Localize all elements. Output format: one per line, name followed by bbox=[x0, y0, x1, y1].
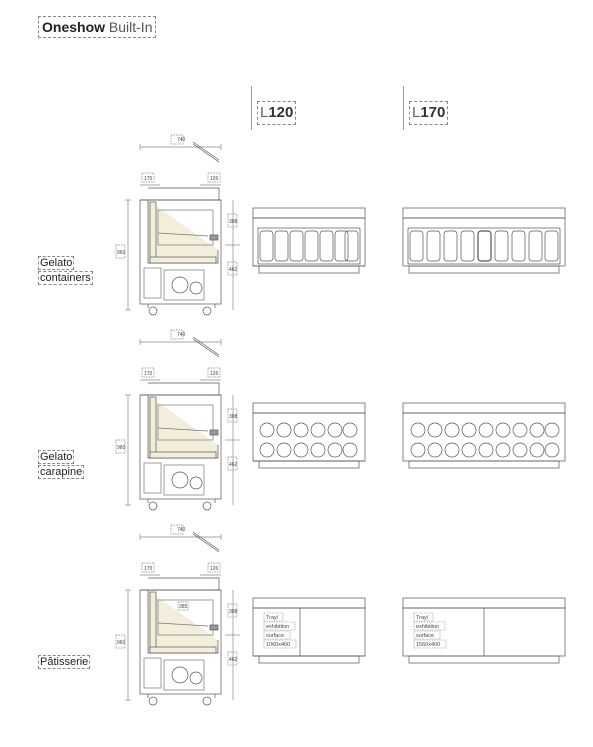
svg-text:Tray/: Tray/ bbox=[416, 615, 429, 621]
dim-left: 170 bbox=[144, 371, 153, 377]
row-label-gelato-containers: Gelato containers bbox=[40, 257, 91, 284]
side-view-patisserie bbox=[116, 525, 240, 705]
front-view-l120-carapine bbox=[253, 403, 365, 468]
svg-text:1060x400: 1060x400 bbox=[266, 642, 291, 648]
dim-height: 960 bbox=[117, 250, 126, 256]
front-view-l120-containers bbox=[253, 208, 365, 273]
size-label-l170: L170 bbox=[409, 101, 448, 125]
dim-lower: 462 bbox=[229, 657, 238, 663]
dim-tray: 385 bbox=[179, 604, 188, 610]
dim-width: 740 bbox=[177, 332, 186, 338]
row-label-patisserie: Pâtisserie bbox=[40, 656, 89, 668]
dim-right: 126 bbox=[210, 566, 219, 572]
dim-right: 126 bbox=[210, 371, 219, 377]
dim-height: 960 bbox=[117, 445, 126, 451]
brand-name: Oneshow bbox=[42, 19, 106, 35]
dim-left: 170 bbox=[144, 566, 153, 572]
side-view-gelato-containers bbox=[116, 135, 240, 315]
row-label-gelato-carapine: Gelato carapine bbox=[40, 451, 83, 478]
dim-height: 960 bbox=[117, 640, 126, 646]
model-name: Built-In bbox=[108, 19, 153, 35]
front-view-l120-patisserie bbox=[253, 598, 365, 663]
svg-text:Tray/: Tray/ bbox=[266, 615, 279, 621]
dim-upper: 308 bbox=[229, 414, 238, 420]
dim-lower: 462 bbox=[229, 267, 238, 273]
size-label-l120: L120 bbox=[257, 101, 296, 125]
svg-text:exhibition: exhibition bbox=[416, 624, 440, 630]
dim-upper: 308 bbox=[229, 219, 238, 225]
dim-lower: 462 bbox=[229, 462, 238, 468]
svg-text:surface: surface bbox=[266, 633, 285, 639]
dim-right: 126 bbox=[210, 176, 219, 182]
front-view-l170-patisserie bbox=[403, 598, 565, 663]
svg-text:1560x400: 1560x400 bbox=[416, 642, 441, 648]
dim-upper: 308 bbox=[229, 609, 238, 615]
front-view-l170-containers bbox=[403, 208, 565, 273]
front-view-l170-carapine bbox=[403, 403, 565, 468]
dim-width: 740 bbox=[177, 137, 186, 143]
dim-width: 740 bbox=[177, 527, 186, 533]
side-view-gelato-carapine bbox=[116, 330, 240, 510]
svg-text:surface: surface bbox=[416, 633, 435, 639]
dim-left: 170 bbox=[144, 176, 153, 182]
svg-text:exhibition: exhibition bbox=[266, 624, 290, 630]
